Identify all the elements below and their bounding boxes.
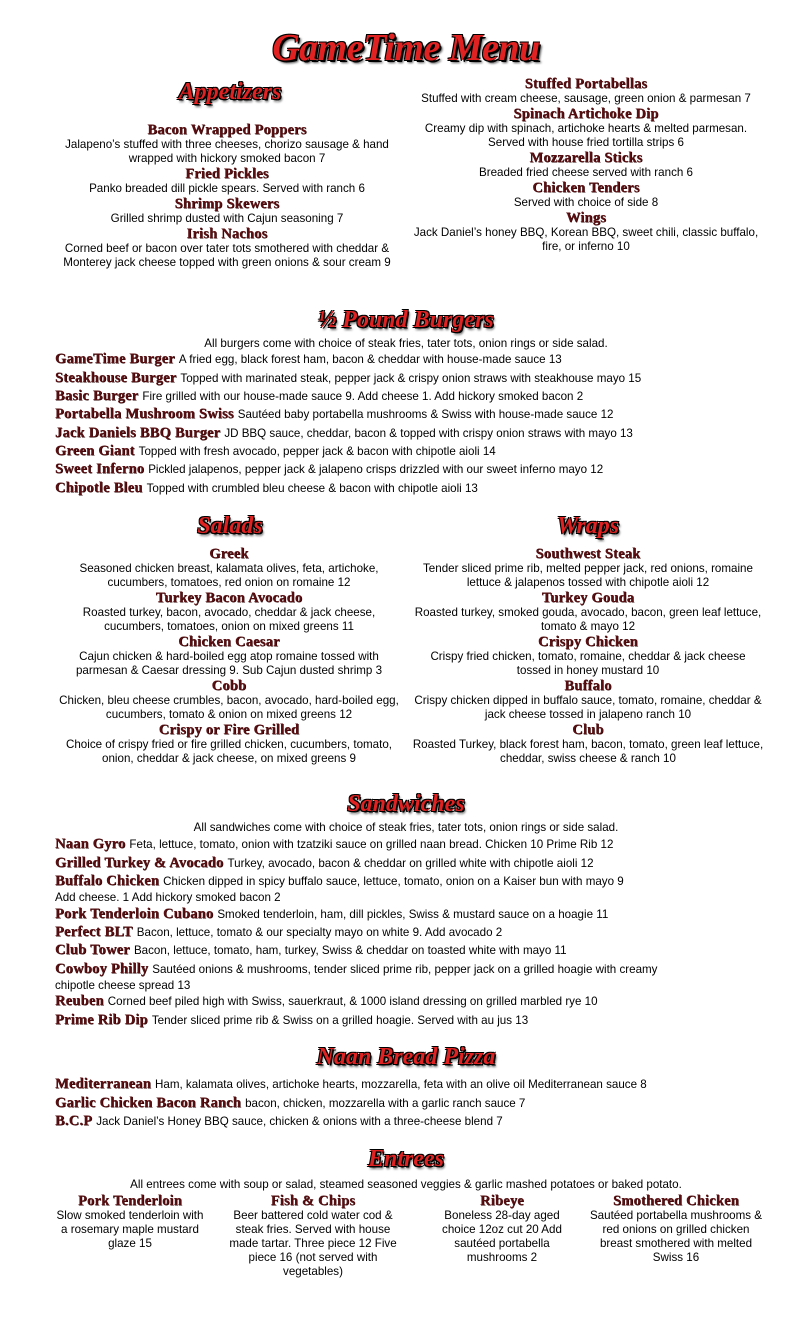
item-description: Sautéed portabella mushrooms & red onions on grilled chicken breast smothered with melted Swiss 16 xyxy=(589,1209,763,1264)
item-name: Garlic Chicken Bacon Ranch xyxy=(55,1095,242,1111)
item-description: Chicken dipped in spicy buffalo sauce, lettuce, tomato, onion on a Kaiser bun with mayo 9 xyxy=(163,875,624,888)
item-description: Beer battered cold water cod & steak fries. Served with house made tartar. Three piece 12 Five piece 16 (not served with vegetables) xyxy=(229,1209,397,1278)
item-name: B.C.P xyxy=(55,1113,93,1129)
item-description: Topped with crumbled bleu cheese & bacon with chipotle aioli 13 xyxy=(146,482,478,495)
menu-item xyxy=(52,546,406,590)
menu-item xyxy=(55,406,775,424)
item-description: Crispy fried chicken, tomato, romaine, cheddar & jack cheese tossed in honey mustard 10 xyxy=(430,650,746,677)
item-description: Pickled jalapenos, pepper jack & jalapeno crisps drizzled with our sweet inferno mayo 12 xyxy=(148,463,604,476)
menu-item xyxy=(55,836,775,854)
menu-item xyxy=(55,425,775,443)
pizza-heading: Naan Bread Pizza xyxy=(316,1044,496,1070)
appetizers-left-column xyxy=(58,122,396,270)
item-name: Grilled Turkey & Avocado xyxy=(55,855,224,871)
item-description: Jack Daniel’s honey BBQ, Korean BBQ, sweet chili, classic buffalo, fire, or inferno 10 xyxy=(413,226,759,253)
item-description: Fire grilled with our house-made sauce 9. Add cheese 1. Add hickory smoked bacon 2 xyxy=(142,390,584,403)
item-description: Crispy chicken dipped in buffalo sauce, tomato, romaine, cheddar & jack cheese tossed in jalapeno ranch 10 xyxy=(414,694,762,721)
item-name: Wings xyxy=(565,210,607,226)
item-name: Portabella Mushroom Swiss xyxy=(55,406,234,422)
item-name: Naan Gyro xyxy=(55,836,126,852)
entree-item xyxy=(588,1193,764,1265)
menu-item xyxy=(55,351,775,369)
item-description: Topped with marinated steak, pepper jack & crispy onion straws with steakhouse mayo 15 xyxy=(180,372,642,385)
menu-item xyxy=(58,196,396,226)
menu-item xyxy=(55,942,775,960)
item-description: Stuffed with cream cheese, sausage, green onion & parmesan 7 xyxy=(421,92,751,105)
menu-item xyxy=(412,106,760,150)
burgers-note: All burgers come with choice of steak fries, tater tots, onion rings or side salad. xyxy=(204,337,608,350)
menu-item xyxy=(55,443,775,461)
item-name: Club Tower xyxy=(55,942,130,958)
item-description: Tender sliced prime rib & Swiss on a grilled hoagie. Served with au jus 13 xyxy=(151,1014,529,1027)
item-description: Roasted Turkey, black forest ham, bacon, tomato, green leaf lettuce, cheddar, swiss cheese & ranch 10 xyxy=(412,738,764,765)
item-continuation: chipotle cheese spread 13 xyxy=(55,979,191,992)
item-description: Slow smoked tenderloin with a rosemary maple mustard glaze 15 xyxy=(56,1209,204,1250)
item-description: Ham, kalamata olives, artichoke hearts, mozzarella, feta with an olive oil Mediterranean sauce 8 xyxy=(155,1078,647,1091)
item-description: A fried egg, black forest ham, bacon & cheddar with house-made sauce 13 xyxy=(178,353,562,366)
item-name: Pork Tenderloin Cubano xyxy=(55,906,214,922)
menu-item xyxy=(412,150,760,180)
item-name: Shrimp Skewers xyxy=(174,196,280,212)
item-name: Spinach Artichoke Dip xyxy=(513,106,659,122)
menu-item xyxy=(55,1095,775,1113)
item-name: Mediterranean xyxy=(55,1076,152,1092)
item-description: Cajun chicken & hard-boiled egg atop romaine tossed with parmesan & Caesar dressing 9. Sub Cajun dusted shrimp 3 xyxy=(75,650,383,677)
menu-item xyxy=(55,855,775,873)
item-name: Smothered Chicken xyxy=(613,1193,739,1209)
item-name: Fried Pickles xyxy=(185,166,269,182)
item-name: Green Giant xyxy=(55,443,135,459)
menu-item xyxy=(58,166,396,196)
item-description: Topped with fresh avocado, pepper jack & bacon with chipotle aioli 14 xyxy=(138,445,496,458)
appetizers-heading: Appetizers xyxy=(178,79,282,105)
item-name: Sweet Inferno xyxy=(55,461,145,477)
item-description: Bacon, lettuce, tomato & our specialty mayo on white 9. Add avocado 2 xyxy=(136,926,503,939)
item-description: Smoked tenderloin, ham, dill pickles, Swiss & mustard sauce on a hoagie 11 xyxy=(217,908,609,921)
menu-item xyxy=(58,122,396,166)
menu-item xyxy=(412,678,764,722)
item-name: Chicken Tenders xyxy=(532,180,640,196)
item-name: Cobb xyxy=(211,678,247,694)
menu-item xyxy=(412,76,760,106)
item-name: Buffalo Chicken xyxy=(55,873,160,889)
menu-item xyxy=(55,461,775,479)
item-description: bacon, chicken, mozzarella with a garlic ranch sauce 7 xyxy=(245,1097,526,1110)
entrees-note: All entrees come with soup or salad, steamed seasoned veggies & garlic mashed potatoes or baked potato. xyxy=(130,1178,682,1191)
item-name: Bacon Wrapped Poppers xyxy=(147,122,307,138)
entree-item xyxy=(220,1193,406,1279)
item-name: Buffalo xyxy=(564,678,612,694)
menu-item xyxy=(52,634,406,678)
entrees-heading: Entrees xyxy=(367,1146,444,1172)
item-description: Seasoned chicken breast, kalamata olives, feta, artichoke, cucumbers, tomatoes, red onion on romaine 12 xyxy=(79,562,379,589)
wraps-column xyxy=(412,546,764,766)
salads-column xyxy=(52,546,406,766)
item-description: Breaded fried cheese served with ranch 6 xyxy=(479,166,693,179)
menu-item xyxy=(55,1012,775,1030)
item-name: Chipotle Bleu xyxy=(55,480,143,496)
item-name: Crispy Chicken xyxy=(538,634,638,650)
item-name: Southwest Steak xyxy=(535,546,641,562)
item-description: Sautéed onions & mushrooms, tender sliced prime rib, pepper jack on a grilled hoagie with creamy xyxy=(152,963,658,976)
item-name: Jack Daniels BBQ Burger xyxy=(55,425,221,441)
item-description: Roasted turkey, bacon, avocado, cheddar & jack cheese, cucumbers, tomatoes, onion on mixed greens 11 xyxy=(82,606,376,633)
item-description: Turkey, avocado, bacon & cheddar on grilled white with chipotle aioli 12 xyxy=(227,857,594,870)
entree-item xyxy=(428,1193,576,1265)
item-name: Greek xyxy=(209,546,249,562)
menu-item xyxy=(412,180,760,210)
item-description: Bacon, lettuce, tomato, ham, turkey, Swiss & cheddar on toasted white with mayo 11 xyxy=(133,944,567,957)
menu-item xyxy=(55,924,775,942)
item-description: Jalapeno’s stuffed with three cheeses, chorizo sausage & hand wrapped with hickory smoked bacon 7 xyxy=(65,138,389,165)
menu-item xyxy=(58,226,396,270)
item-description: Corned beef or bacon over tater tots smothered with cheddar & Monterey jack cheese topped with green onions & sour cream 9 xyxy=(63,242,391,269)
item-name: Stuffed Portabellas xyxy=(524,76,648,92)
sandwiches-note: All sandwiches come with choice of steak fries, tater tots, onion rings or side salad. xyxy=(193,821,619,834)
item-name: Reuben xyxy=(55,993,104,1009)
item-description: Chicken, bleu cheese crumbles, bacon, avocado, hard-boiled egg, cucumbers, tomato & onion on mixed greens 12 xyxy=(59,694,399,721)
item-name: Ribeye xyxy=(480,1193,524,1209)
item-name: GameTime Burger xyxy=(55,351,175,367)
menu-item xyxy=(52,722,406,766)
item-description: Choice of crispy fried or fire grilled chicken, cucumbers, tomato, onion, cheddar & jack cheese, on mixed greens 9 xyxy=(65,738,393,765)
item-continuation: Add cheese. 1 Add hickory smoked bacon 2 xyxy=(55,891,281,904)
item-name: Pork Tenderloin xyxy=(77,1193,183,1209)
item-description: Corned beef piled high with Swiss, sauerkraut, & 1000 island dressing on grilled marbled rye 10 xyxy=(107,995,598,1008)
burgers-heading: ½ Pound Burgers xyxy=(318,307,494,333)
menu-item xyxy=(412,546,764,590)
item-description: Creamy dip with spinach, artichoke hearts & melted parmesan. Served with house fried tortilla strips 6 xyxy=(424,122,748,149)
item-description: Roasted turkey, smoked gouda, avocado, bacon, green leaf lettuce, tomato & mayo 12 xyxy=(414,606,762,633)
item-name: Chicken Caesar xyxy=(178,634,280,650)
wraps-heading: Wraps xyxy=(556,513,620,539)
menu-item xyxy=(412,634,764,678)
item-description: Sautéed baby portabella mushrooms & Swiss with house-made sauce 12 xyxy=(237,408,614,421)
item-name: Prime Rib Dip xyxy=(55,1012,148,1028)
sandwiches-heading: Sandwiches xyxy=(347,791,465,817)
appetizers-right-column xyxy=(412,76,760,254)
item-description: JD BBQ sauce, cheddar, bacon & topped with crispy onion straws with mayo 13 xyxy=(224,427,633,440)
menu-item xyxy=(55,1076,775,1094)
menu-item xyxy=(55,388,775,406)
item-description: Served with choice of side 8 xyxy=(513,196,659,209)
entree-item xyxy=(56,1193,204,1251)
item-description: Feta, lettuce, tomato, onion with tzatziki sauce on grilled naan bread. Chicken 10 Prime Rib 12 xyxy=(129,838,614,851)
item-description: Tender sliced prime rib, melted pepper jack, red onions, romaine lettuce & jalapenos tossed with chipotle aioli 12 xyxy=(423,562,753,589)
item-name: Turkey Gouda xyxy=(541,590,635,606)
menu-item xyxy=(55,1113,775,1131)
menu-item xyxy=(412,722,764,766)
item-description: Panko breaded dill pickle spears. Served with ranch 6 xyxy=(89,182,365,195)
item-name: Turkey Bacon Avocado xyxy=(155,590,303,606)
item-description: Grilled shrimp dusted with Cajun seasoning 7 xyxy=(110,212,344,225)
item-description: Boneless 28-day aged choice 12oz cut 20 Add sautéed portabella mushrooms 2 xyxy=(442,1209,562,1264)
item-name: Crispy or Fire Grilled xyxy=(158,722,300,738)
menu-item xyxy=(55,370,775,388)
item-name: Club xyxy=(572,722,604,738)
item-description: Jack Daniel’s Honey BBQ sauce, chicken & onions with a three-cheese blend 7 xyxy=(96,1115,503,1128)
item-name: Mozzarella Sticks xyxy=(529,150,643,166)
menu-item xyxy=(55,993,775,1011)
menu-item xyxy=(55,906,775,924)
menu-item xyxy=(412,210,760,254)
menu-title: GameTime Menu xyxy=(272,27,540,69)
salads-heading: Salads xyxy=(197,513,263,539)
menu-item xyxy=(52,590,406,634)
menu-item xyxy=(55,480,775,498)
item-name: Basic Burger xyxy=(55,388,139,404)
item-name: Perfect BLT xyxy=(55,924,133,940)
item-name: Steakhouse Burger xyxy=(55,370,177,386)
item-name: Cowboy Philly xyxy=(55,961,149,977)
item-name: Irish Nachos xyxy=(186,226,268,242)
item-name: Fish & Chips xyxy=(270,1193,356,1209)
menu-item xyxy=(52,678,406,722)
menu-item xyxy=(412,590,764,634)
